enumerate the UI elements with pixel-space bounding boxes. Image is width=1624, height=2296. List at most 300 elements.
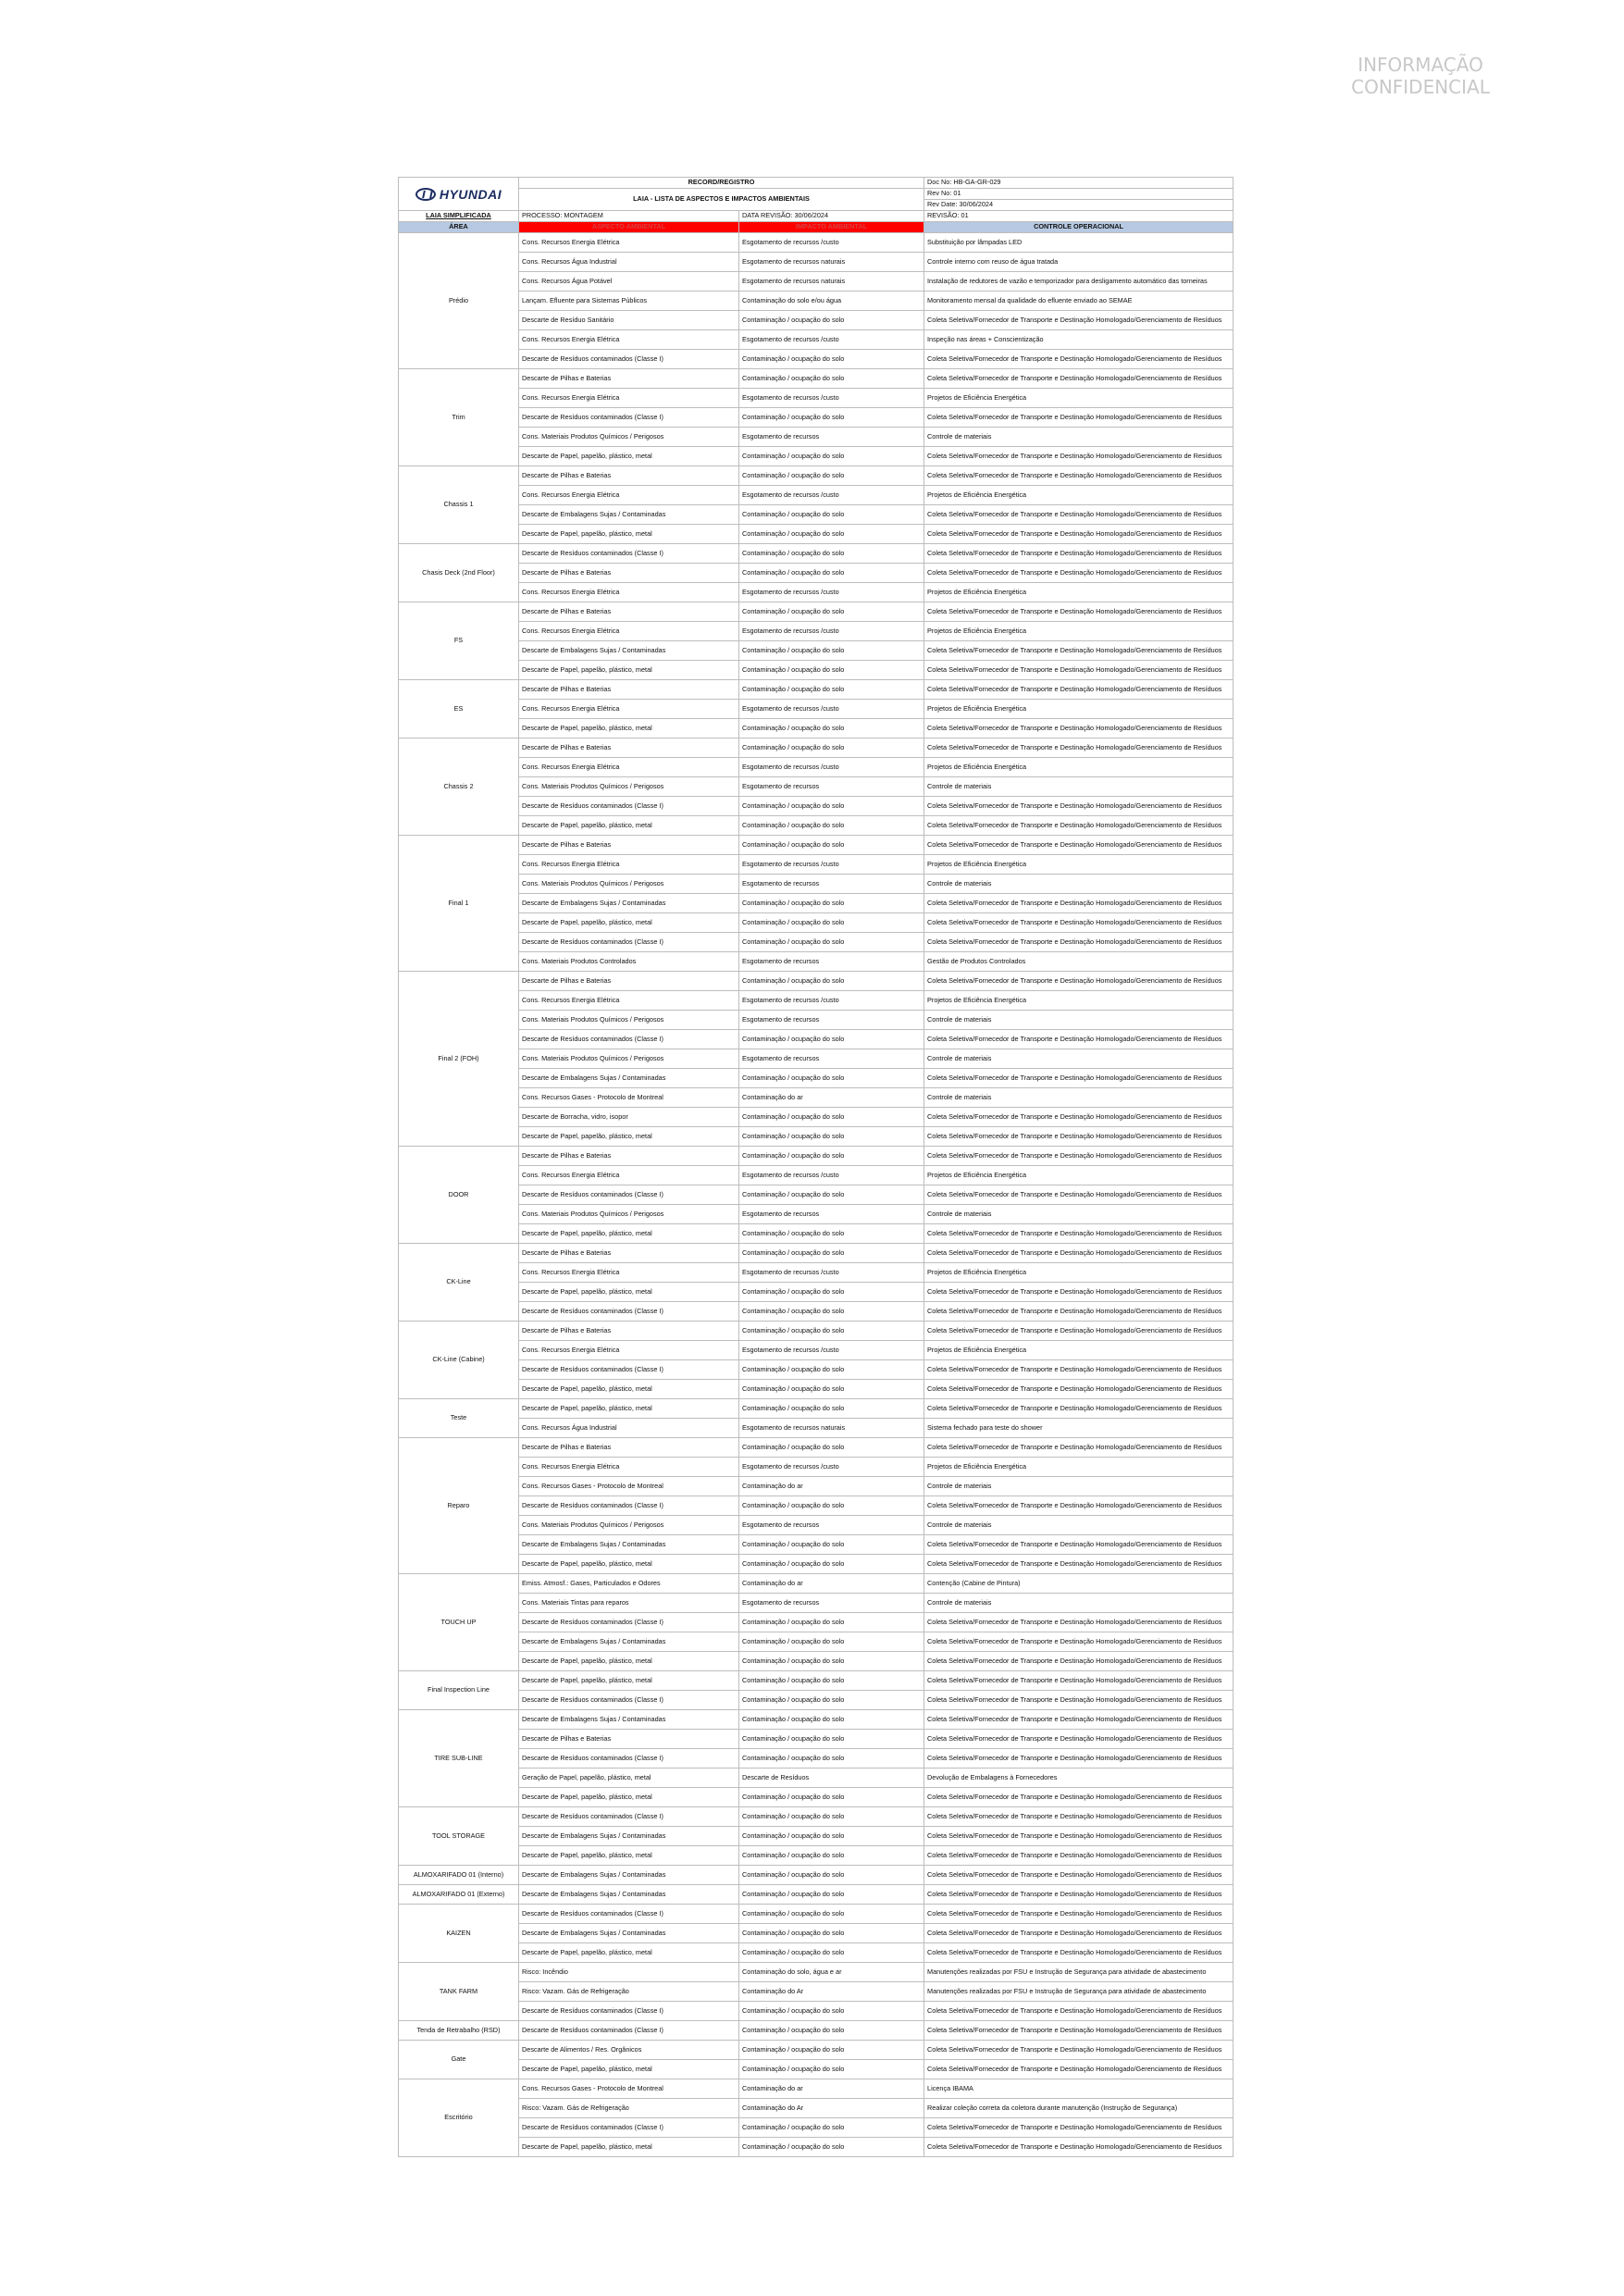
controle-cell: Coleta Seletiva/Fornecedor de Transporte e Destinação Homologado/Gerenciamento de Resíduos	[924, 311, 1233, 330]
impacto-cell: Esgotamento de recursos /custo	[739, 233, 924, 253]
hyundai-emblem-icon	[415, 188, 436, 201]
controle-cell: Sistema fechado para teste do shower	[924, 1419, 1233, 1438]
table-row	[399, 1127, 1233, 1147]
table-row	[399, 1263, 1233, 1283]
aspecto-cell: Descarte de Pilhas e Baterias	[519, 602, 739, 622]
controle-cell: Controle interno com reuso de água tratada	[924, 253, 1233, 272]
table-row	[399, 1030, 1233, 1049]
controle-cell: Projetos de Eficiência Energética	[924, 583, 1233, 602]
table-row	[399, 622, 1233, 641]
controle-cell: Coleta Seletiva/Fornecedor de Transporte e Destinação Homologado/Gerenciamento de Resíduos	[924, 1691, 1233, 1710]
controle-cell: Controle de materiais	[924, 1088, 1233, 1108]
table-row	[399, 408, 1233, 428]
area-cell: TIRE SUB-LINE	[399, 1710, 519, 1807]
controle-cell: Coleta Seletiva/Fornecedor de Transporte e Destinação Homologado/Gerenciamento de Resíduos	[924, 1671, 1233, 1691]
aspecto-cell: Descarte de Resíduos contaminados (Classe I)	[519, 1807, 739, 1827]
controle-cell: Coleta Seletiva/Fornecedor de Transporte e Destinação Homologado/Gerenciamento de Resíduos	[924, 505, 1233, 525]
controle-cell: Instalação de redutores de vazão e temporizador para desligamento automático das torneiras	[924, 272, 1233, 292]
aspecto-cell: Cons. Recursos Energia Elétrica	[519, 622, 739, 641]
doc-number: Doc No: HB-GA-GR-029	[924, 178, 1233, 189]
impacto-cell: Contaminação / ocupação do solo	[739, 1496, 924, 1516]
aspecto-cell: Cons. Recursos Energia Elétrica	[519, 233, 739, 253]
controle-cell: Coleta Seletiva/Fornecedor de Transporte e Destinação Homologado/Gerenciamento de Resíduos	[924, 1322, 1233, 1341]
controle-cell: Coleta Seletiva/Fornecedor de Transporte e Destinação Homologado/Gerenciamento de Resíduos	[924, 1244, 1233, 1263]
table-row	[399, 1730, 1233, 1749]
aspecto-cell: Descarte de Embalagens Sujas / Contaminadas	[519, 1885, 739, 1905]
table-row	[399, 1924, 1233, 1943]
impacto-cell: Contaminação / ocupação do solo	[739, 1283, 924, 1302]
controle-cell: Gestão de Produtos Controlados	[924, 952, 1233, 972]
impacto-cell: Esgotamento de recursos /custo	[739, 486, 924, 505]
aspecto-cell: Cons. Materiais Produtos Químicos / Perigosos	[519, 1205, 739, 1224]
impacto-cell: Contaminação / ocupação do solo	[739, 1185, 924, 1205]
impacto-cell: Contaminação / ocupação do solo	[739, 913, 924, 933]
table-row	[399, 1885, 1233, 1905]
table-row	[399, 486, 1233, 505]
controle-cell: Coleta Seletiva/Fornecedor de Transporte e Destinação Homologado/Gerenciamento de Resíduos	[924, 1846, 1233, 1866]
table-row	[399, 1671, 1233, 1691]
impacto-cell: Contaminação do solo e/ou água	[739, 292, 924, 311]
column-header-area: ÁREA	[399, 222, 519, 233]
controle-cell: Coleta Seletiva/Fornecedor de Transporte e Destinação Homologado/Gerenciamento de Resíduos	[924, 1399, 1233, 1419]
aspecto-cell: Cons. Recursos Gases - Protocolo de Montreal	[519, 1088, 739, 1108]
table-row	[399, 1943, 1233, 1963]
table-row	[399, 428, 1233, 447]
impacto-cell: Contaminação / ocupação do solo	[739, 894, 924, 913]
controle-cell: Coleta Seletiva/Fornecedor de Transporte e Destinação Homologado/Gerenciamento de Resíduos	[924, 1108, 1233, 1127]
column-header-aspecto: ASPECTO AMBIENTAL	[519, 222, 739, 233]
area-cell: Gate	[399, 2041, 519, 2079]
controle-cell: Projetos de Eficiência Energética	[924, 758, 1233, 777]
controle-cell: Coleta Seletiva/Fornecedor de Transporte e Destinação Homologado/Gerenciamento de Resíduos	[924, 1788, 1233, 1807]
aspecto-cell: Risco: Vazam. Gás de Refrigeração	[519, 2099, 739, 2118]
aspecto-cell: Cons. Materiais Produtos Químicos / Perigosos	[519, 875, 739, 894]
table-row	[399, 2060, 1233, 2079]
impacto-cell: Contaminação / ocupação do solo	[739, 2118, 924, 2138]
table-row	[399, 1419, 1233, 1438]
table-row	[399, 330, 1233, 350]
table-row	[399, 1380, 1233, 1399]
controle-cell: Controle de materiais	[924, 875, 1233, 894]
table-row	[399, 894, 1233, 913]
aspecto-cell: Cons. Recursos Água Potável	[519, 272, 739, 292]
aspecto-cell: Descarte de Pilhas e Baterias	[519, 738, 739, 758]
table-row	[399, 680, 1233, 700]
controle-cell: Coleta Seletiva/Fornecedor de Transporte e Destinação Homologado/Gerenciamento de Resíduos	[924, 2021, 1233, 2041]
impacto-cell: Esgotamento de recursos	[739, 1049, 924, 1069]
impacto-cell: Contaminação / ocupação do solo	[739, 505, 924, 525]
aspecto-cell: Descarte de Resíduos contaminados (Classe I)	[519, 797, 739, 816]
area-cell: Reparo	[399, 1438, 519, 1574]
table-row	[399, 369, 1233, 389]
impacto-cell: Contaminação / ocupação do solo	[739, 1632, 924, 1652]
impacto-cell: Contaminação / ocupação do solo	[739, 311, 924, 330]
impacto-cell: Contaminação / ocupação do solo	[739, 719, 924, 738]
area-cell: KAIZEN	[399, 1905, 519, 1963]
impacto-cell: Contaminação / ocupação do solo	[739, 525, 924, 544]
aspecto-cell: Descarte de Resíduos contaminados (Classe I)	[519, 1613, 739, 1632]
controle-cell: Coleta Seletiva/Fornecedor de Transporte e Destinação Homologado/Gerenciamento de Resíduos	[924, 1710, 1233, 1730]
area-cell: Final 2 (FOH)	[399, 972, 519, 1147]
aspecto-cell: Descarte de Papel, papelão, plástico, metal	[519, 1224, 739, 1244]
controle-cell: Coleta Seletiva/Fornecedor de Transporte e Destinação Homologado/Gerenciamento de Resíduos	[924, 1127, 1233, 1147]
controle-cell: Controle de materiais	[924, 1205, 1233, 1224]
table-row	[399, 1108, 1233, 1127]
watermark-line: INFORMAÇÃO	[1357, 54, 1483, 76]
controle-cell: Coleta Seletiva/Fornecedor de Transporte e Destinação Homologado/Gerenciamento de Resíduos	[924, 466, 1233, 486]
area-cell: CK-Line	[399, 1244, 519, 1322]
aspecto-cell: Cons. Recursos Energia Elétrica	[519, 486, 739, 505]
controle-cell: Projetos de Eficiência Energética	[924, 622, 1233, 641]
table-row	[399, 2002, 1233, 2021]
aspecto-cell: Cons. Recursos Energia Elétrica	[519, 389, 739, 408]
impacto-cell: Contaminação / ocupação do solo	[739, 661, 924, 680]
impacto-cell: Esgotamento de recursos	[739, 952, 924, 972]
impacto-cell: Contaminação / ocupação do solo	[739, 1244, 924, 1263]
controle-cell: Coleta Seletiva/Fornecedor de Transporte e Destinação Homologado/Gerenciamento de Resíduos	[924, 544, 1233, 564]
table-body	[399, 233, 1233, 2157]
controle-cell: Coleta Seletiva/Fornecedor de Transporte e Destinação Homologado/Gerenciamento de Resíduos	[924, 369, 1233, 389]
table-row	[399, 564, 1233, 583]
aspecto-cell: Cons. Materiais Produtos Químicos / Perigosos	[519, 1011, 739, 1030]
table-row	[399, 253, 1233, 272]
impacto-cell: Esgotamento de recursos naturais	[739, 253, 924, 272]
aspecto-cell: Descarte de Resíduos contaminados (Classe I)	[519, 1691, 739, 1710]
controle-cell: Coleta Seletiva/Fornecedor de Transporte e Destinação Homologado/Gerenciamento de Resíduos	[924, 2138, 1233, 2157]
impacto-cell: Contaminação / ocupação do solo	[739, 1108, 924, 1127]
impacto-cell: Esgotamento de recursos /custo	[739, 1341, 924, 1360]
aspecto-cell: Cons. Recursos Água Industrial	[519, 253, 739, 272]
aspecto-cell: Descarte de Pilhas e Baterias	[519, 369, 739, 389]
controle-cell: Coleta Seletiva/Fornecedor de Transporte e Destinação Homologado/Gerenciamento de Resíduos	[924, 1030, 1233, 1049]
table-row	[399, 2118, 1233, 2138]
aspecto-cell: Descarte de Papel, papelão, plástico, metal	[519, 816, 739, 836]
aspecto-cell: Descarte de Resíduos contaminados (Classe I)	[519, 1185, 739, 1205]
table-row	[399, 1049, 1233, 1069]
impacto-cell: Esgotamento de recursos /custo	[739, 1458, 924, 1477]
controle-cell: Substituição por lâmpadas LED	[924, 233, 1233, 253]
impacto-cell: Contaminação / ocupação do solo	[739, 816, 924, 836]
table-row	[399, 855, 1233, 875]
aspecto-cell: Cons. Recursos Energia Elétrica	[519, 1166, 739, 1185]
controle-cell: Contenção (Cabine de Pintura)	[924, 1574, 1233, 1594]
revisao-field: REVISÃO: 01	[924, 211, 1233, 222]
aspecto-cell: Cons. Recursos Energia Elétrica	[519, 1263, 739, 1283]
impacto-cell: Contaminação / ocupação do solo	[739, 972, 924, 991]
controle-cell: Coleta Seletiva/Fornecedor de Transporte e Destinação Homologado/Gerenciamento de Resíduos	[924, 447, 1233, 466]
impacto-cell: Contaminação / ocupação do solo	[739, 1943, 924, 1963]
aspecto-cell: Descarte de Papel, papelão, plástico, metal	[519, 2138, 739, 2157]
impacto-cell: Contaminação do solo, água e ar	[739, 1963, 924, 1982]
controle-cell: Coleta Seletiva/Fornecedor de Transporte e Destinação Homologado/Gerenciamento de Resíduos	[924, 1866, 1233, 1885]
controle-cell: Projetos de Eficiência Energética	[924, 991, 1233, 1011]
aspecto-cell: Descarte de Papel, papelão, plástico, metal	[519, 1652, 739, 1671]
controle-cell: Devolução de Embalagens à Fornecedores	[924, 1769, 1233, 1788]
impacto-cell: Contaminação / ocupação do solo	[739, 836, 924, 855]
impacto-cell: Esgotamento de recursos naturais	[739, 1419, 924, 1438]
table-row	[399, 1749, 1233, 1769]
controle-cell: Coleta Seletiva/Fornecedor de Transporte e Destinação Homologado/Gerenciamento de Resíduos	[924, 661, 1233, 680]
controle-cell: Projetos de Eficiência Energética	[924, 1458, 1233, 1477]
table-row	[399, 758, 1233, 777]
controle-cell: Controle de materiais	[924, 1049, 1233, 1069]
table-row	[399, 1166, 1233, 1185]
controle-cell: Controle de materiais	[924, 428, 1233, 447]
table-row	[399, 1905, 1233, 1924]
table-row	[399, 1613, 1233, 1632]
controle-cell: Coleta Seletiva/Fornecedor de Transporte e Destinação Homologado/Gerenciamento de Resíduos	[924, 1943, 1233, 1963]
hyundai-logo	[399, 178, 519, 211]
aspecto-cell: Cons. Recursos Energia Elétrica	[519, 330, 739, 350]
table-row	[399, 913, 1233, 933]
impacto-cell: Contaminação / ocupação do solo	[739, 1399, 924, 1419]
aspecto-cell: Lançam. Efluente para Sistemas Públicos	[519, 292, 739, 311]
area-cell: Chassis 2	[399, 738, 519, 836]
aspecto-cell: Descarte de Resíduos contaminados (Classe I)	[519, 408, 739, 428]
impacto-cell: Contaminação / ocupação do solo	[739, 1127, 924, 1147]
watermark-line: CONFIDENCIAL	[1351, 76, 1490, 98]
record-label: RECORD/REGISTRO	[519, 178, 924, 189]
table-row	[399, 2021, 1233, 2041]
table-row	[399, 1399, 1233, 1419]
impacto-cell: Esgotamento de recursos	[739, 1205, 924, 1224]
area-cell: DOOR	[399, 1147, 519, 1244]
aspecto-cell: Descarte de Resíduos contaminados (Classe I)	[519, 1030, 739, 1049]
table-row	[399, 1963, 1233, 1982]
aspecto-cell: Descarte de Papel, papelão, plástico, metal	[519, 1380, 739, 1399]
table-row	[399, 447, 1233, 466]
laia-table	[398, 177, 1233, 2157]
table-row	[399, 544, 1233, 564]
aspecto-cell: Descarte de Papel, papelão, plástico, metal	[519, 1846, 739, 1866]
aspecto-cell: Cons. Recursos Energia Elétrica	[519, 991, 739, 1011]
controle-cell: Controle de materiais	[924, 1011, 1233, 1030]
impacto-cell: Contaminação / ocupação do solo	[739, 1730, 924, 1749]
controle-cell: Coleta Seletiva/Fornecedor de Transporte e Destinação Homologado/Gerenciamento de Resíduos	[924, 1185, 1233, 1205]
aspecto-cell: Descarte de Papel, papelão, plástico, metal	[519, 719, 739, 738]
aspecto-cell: Descarte de Pilhas e Baterias	[519, 1322, 739, 1341]
area-cell: Tenda de Retrabalho (RSD)	[399, 2021, 519, 2041]
impacto-cell: Contaminação / ocupação do solo	[739, 1224, 924, 1244]
aspecto-cell: Descarte de Alimentos / Res. Orgânicos	[519, 2041, 739, 2060]
aspecto-cell: Emiss. Atmosf.: Gases, Particulados e Odores	[519, 1574, 739, 1594]
area-cell: TOOL STORAGE	[399, 1807, 519, 1866]
table-row	[399, 1691, 1233, 1710]
aspecto-cell: Descarte de Embalagens Sujas / Contaminadas	[519, 1632, 739, 1652]
controle-cell: Coleta Seletiva/Fornecedor de Transporte e Destinação Homologado/Gerenciamento de Resíduos	[924, 1224, 1233, 1244]
controle-cell: Coleta Seletiva/Fornecedor de Transporte e Destinação Homologado/Gerenciamento de Resíduos	[924, 913, 1233, 933]
table-row	[399, 311, 1233, 330]
aspecto-cell: Cons. Recursos Energia Elétrica	[519, 583, 739, 602]
controle-cell: Coleta Seletiva/Fornecedor de Transporte e Destinação Homologado/Gerenciamento de Resíduos	[924, 2060, 1233, 2079]
table-row	[399, 1594, 1233, 1613]
controle-cell: Coleta Seletiva/Fornecedor de Transporte e Destinação Homologado/Gerenciamento de Resíduos	[924, 738, 1233, 758]
aspecto-cell: Descarte de Papel, papelão, plástico, metal	[519, 913, 739, 933]
aspecto-cell: Descarte de Papel, papelão, plástico, metal	[519, 661, 739, 680]
controle-cell: Coleta Seletiva/Fornecedor de Transporte e Destinação Homologado/Gerenciamento de Resíduos	[924, 602, 1233, 622]
table-row	[399, 641, 1233, 661]
controle-cell: Controle de materiais	[924, 777, 1233, 797]
table-row	[399, 350, 1233, 369]
impacto-cell: Contaminação / ocupação do solo	[739, 544, 924, 564]
area-cell: FS	[399, 602, 519, 680]
aspecto-cell: Descarte de Embalagens Sujas / Contaminadas	[519, 1535, 739, 1555]
controle-cell: Coleta Seletiva/Fornecedor de Transporte e Destinação Homologado/Gerenciamento de Resíduos	[924, 1438, 1233, 1458]
aspecto-cell: Cons. Recursos Gases - Protocolo de Montreal	[519, 2079, 739, 2099]
area-cell: Chassis 1	[399, 466, 519, 544]
aspecto-cell: Descarte de Resíduos contaminados (Classe I)	[519, 933, 739, 952]
aspecto-cell: Descarte de Resíduos contaminados (Classe I)	[519, 1905, 739, 1924]
impacto-cell: Contaminação / ocupação do solo	[739, 1438, 924, 1458]
controle-cell: Coleta Seletiva/Fornecedor de Transporte e Destinação Homologado/Gerenciamento de Resíduos	[924, 1885, 1233, 1905]
impacto-cell: Contaminação do ar	[739, 2079, 924, 2099]
controle-cell: Coleta Seletiva/Fornecedor de Transporte e Destinação Homologado/Gerenciamento de Resíduos	[924, 1613, 1233, 1632]
impacto-cell: Esgotamento de recursos	[739, 1594, 924, 1613]
controle-cell: Monitoramento mensal da qualidade do efluente enviado ao SEMAE	[924, 292, 1233, 311]
controle-cell: Projetos de Eficiência Energética	[924, 486, 1233, 505]
impacto-cell: Esgotamento de recursos naturais	[739, 272, 924, 292]
table-row	[399, 1652, 1233, 1671]
controle-cell: Coleta Seletiva/Fornecedor de Transporte e Destinação Homologado/Gerenciamento de Resíduos	[924, 1632, 1233, 1652]
aspecto-cell: Descarte de Embalagens Sujas / Contaminadas	[519, 1069, 739, 1088]
area-cell: ES	[399, 680, 519, 738]
table-row	[399, 466, 1233, 486]
table-row	[399, 700, 1233, 719]
aspecto-cell: Descarte de Embalagens Sujas / Contaminadas	[519, 1866, 739, 1885]
aspecto-cell: Cons. Recursos Energia Elétrica	[519, 700, 739, 719]
logo-text: HYUNDAI	[439, 186, 502, 202]
controle-cell: Coleta Seletiva/Fornecedor de Transporte e Destinação Homologado/Gerenciamento de Resíduos	[924, 641, 1233, 661]
controle-cell: Projetos de Eficiência Energética	[924, 1166, 1233, 1185]
aspecto-cell: Descarte de Papel, papelão, plástico, metal	[519, 1671, 739, 1691]
aspecto-cell: Cons. Recursos Energia Elétrica	[519, 855, 739, 875]
impacto-cell: Esgotamento de recursos	[739, 428, 924, 447]
area-cell: Chasis Deck (2nd Floor)	[399, 544, 519, 602]
controle-cell: Projetos de Eficiência Energética	[924, 1341, 1233, 1360]
processo-field: PROCESSO: MONTAGEM	[519, 211, 739, 222]
column-header-impacto: IMPACTO AMBIENTAL	[739, 222, 924, 233]
aspecto-cell: Descarte de Papel, papelão, plástico, metal	[519, 1127, 739, 1147]
controle-cell: Coleta Seletiva/Fornecedor de Transporte e Destinação Homologado/Gerenciamento de Resíduos	[924, 1496, 1233, 1516]
rev-number: Rev No: 01	[924, 189, 1233, 200]
controle-cell: Coleta Seletiva/Fornecedor de Transporte e Destinação Homologado/Gerenciamento de Resíduos	[924, 1069, 1233, 1088]
table-row	[399, 233, 1233, 253]
area-cell: Trim	[399, 369, 519, 466]
aspecto-cell: Descarte de Papel, papelão, plástico, metal	[519, 1555, 739, 1574]
impacto-cell: Contaminação / ocupação do solo	[739, 1322, 924, 1341]
controle-cell: Coleta Seletiva/Fornecedor de Transporte e Destinação Homologado/Gerenciamento de Resíduos	[924, 894, 1233, 913]
table-row	[399, 292, 1233, 311]
impacto-cell: Contaminação / ocupação do solo	[739, 2002, 924, 2021]
controle-cell: Coleta Seletiva/Fornecedor de Transporte e Destinação Homologado/Gerenciamento de Resíduos	[924, 972, 1233, 991]
aspecto-cell: Geração de Papel, papelão, plástico, metal	[519, 1769, 739, 1788]
table-row	[399, 933, 1233, 952]
impacto-cell: Contaminação / ocupação do solo	[739, 2021, 924, 2041]
table-row	[399, 2099, 1233, 2118]
laia-simplificada-label: LAIA SIMPLIFICADA	[399, 211, 519, 222]
area-cell: CK-Line (Cabine)	[399, 1322, 519, 1399]
aspecto-cell: Descarte de Resíduos contaminados (Classe I)	[519, 2002, 739, 2021]
impacto-cell: Esgotamento de recursos	[739, 777, 924, 797]
controle-cell: Coleta Seletiva/Fornecedor de Transporte e Destinação Homologado/Gerenciamento de Resíduos	[924, 408, 1233, 428]
impacto-cell: Esgotamento de recursos /custo	[739, 622, 924, 641]
aspecto-cell: Descarte de Pilhas e Baterias	[519, 836, 739, 855]
controle-cell: Coleta Seletiva/Fornecedor de Transporte e Destinação Homologado/Gerenciamento de Resíduos	[924, 680, 1233, 700]
controle-cell: Coleta Seletiva/Fornecedor de Transporte e Destinação Homologado/Gerenciamento de Resíduos	[924, 2118, 1233, 2138]
controle-cell: Coleta Seletiva/Fornecedor de Transporte e Destinação Homologado/Gerenciamento de Resíduos	[924, 350, 1233, 369]
impacto-cell: Contaminação / ocupação do solo	[739, 1613, 924, 1632]
aspecto-cell: Descarte de Resíduos contaminados (Classe I)	[519, 544, 739, 564]
controle-cell: Coleta Seletiva/Fornecedor de Transporte e Destinação Homologado/Gerenciamento de Resíduos	[924, 1924, 1233, 1943]
impacto-cell: Esgotamento de recursos /custo	[739, 855, 924, 875]
table-row	[399, 738, 1233, 758]
impacto-cell: Esgotamento de recursos /custo	[739, 700, 924, 719]
table-row	[399, 1244, 1233, 1263]
aspecto-cell: Descarte de Pilhas e Baterias	[519, 1730, 739, 1749]
table-row	[399, 1846, 1233, 1866]
table-row	[399, 389, 1233, 408]
document-title: LAIA - LISTA DE ASPECTOS E IMPACTOS AMBIENTAIS	[519, 189, 924, 211]
table-row	[399, 1574, 1233, 1594]
impacto-cell: Esgotamento de recursos /custo	[739, 583, 924, 602]
impacto-cell: Esgotamento de recursos /custo	[739, 758, 924, 777]
controle-cell: Realizar coleção correta da coletora durante manutenção (Instrução de Segurança)	[924, 2099, 1233, 2118]
table-row	[399, 525, 1233, 544]
aspecto-cell: Descarte de Papel, papelão, plástico, metal	[519, 2060, 739, 2079]
controle-cell: Controle de materiais	[924, 1516, 1233, 1535]
table-row	[399, 972, 1233, 991]
aspecto-cell: Descarte de Pilhas e Baterias	[519, 1438, 739, 1458]
aspecto-cell: Descarte de Embalagens Sujas / Contaminadas	[519, 1710, 739, 1730]
impacto-cell: Contaminação / ocupação do solo	[739, 1360, 924, 1380]
table-row	[399, 1147, 1233, 1166]
table-row	[399, 505, 1233, 525]
controle-cell: Controle de materiais	[924, 1477, 1233, 1496]
controle-cell: Projetos de Eficiência Energética	[924, 1263, 1233, 1283]
aspecto-cell: Descarte de Resíduos contaminados (Classe I)	[519, 1360, 739, 1380]
area-cell: Final 1	[399, 836, 519, 972]
controle-cell: Inspeção nas áreas + Conscientização	[924, 330, 1233, 350]
impacto-cell: Contaminação do Ar	[739, 2099, 924, 2118]
controle-cell: Projetos de Eficiência Energética	[924, 389, 1233, 408]
controle-cell: Coleta Seletiva/Fornecedor de Transporte e Destinação Homologado/Gerenciamento de Resíduos	[924, 1283, 1233, 1302]
impacto-cell: Contaminação / ocupação do solo	[739, 1788, 924, 1807]
aspecto-cell: Descarte de Pilhas e Baterias	[519, 466, 739, 486]
impacto-cell: Contaminação / ocupação do solo	[739, 447, 924, 466]
controle-cell: Projetos de Eficiência Energética	[924, 700, 1233, 719]
table-row	[399, 1535, 1233, 1555]
aspecto-cell: Descarte de Papel, papelão, plástico, metal	[519, 525, 739, 544]
impacto-cell: Contaminação / ocupação do solo	[739, 1147, 924, 1166]
table-row	[399, 836, 1233, 855]
impacto-cell: Contaminação / ocupação do solo	[739, 1866, 924, 1885]
aspecto-cell: Descarte de Resíduos contaminados (Classe I)	[519, 2118, 739, 2138]
impacto-cell: Contaminação / ocupação do solo	[739, 1846, 924, 1866]
impacto-cell: Esgotamento de recursos	[739, 1516, 924, 1535]
impacto-cell: Contaminação / ocupação do solo	[739, 2138, 924, 2157]
aspecto-cell: Descarte de Embalagens Sujas / Contaminadas	[519, 894, 739, 913]
aspecto-cell: Descarte de Papel, papelão, plástico, metal	[519, 1283, 739, 1302]
impacto-cell: Contaminação / ocupação do solo	[739, 1807, 924, 1827]
controle-cell: Coleta Seletiva/Fornecedor de Transporte e Destinação Homologado/Gerenciamento de Resíduos	[924, 797, 1233, 816]
impacto-cell: Descarte de Resíduos	[739, 1769, 924, 1788]
aspecto-cell: Descarte de Pilhas e Baterias	[519, 1147, 739, 1166]
aspecto-cell: Descarte de Resíduos contaminados (Classe I)	[519, 1749, 739, 1769]
aspecto-cell: Descarte de Embalagens Sujas / Contaminadas	[519, 641, 739, 661]
controle-cell: Coleta Seletiva/Fornecedor de Transporte e Destinação Homologado/Gerenciamento de Resíduos	[924, 1380, 1233, 1399]
controle-cell: Coleta Seletiva/Fornecedor de Transporte e Destinação Homologado/Gerenciamento de Resíduos	[924, 1807, 1233, 1827]
table-row	[399, 272, 1233, 292]
